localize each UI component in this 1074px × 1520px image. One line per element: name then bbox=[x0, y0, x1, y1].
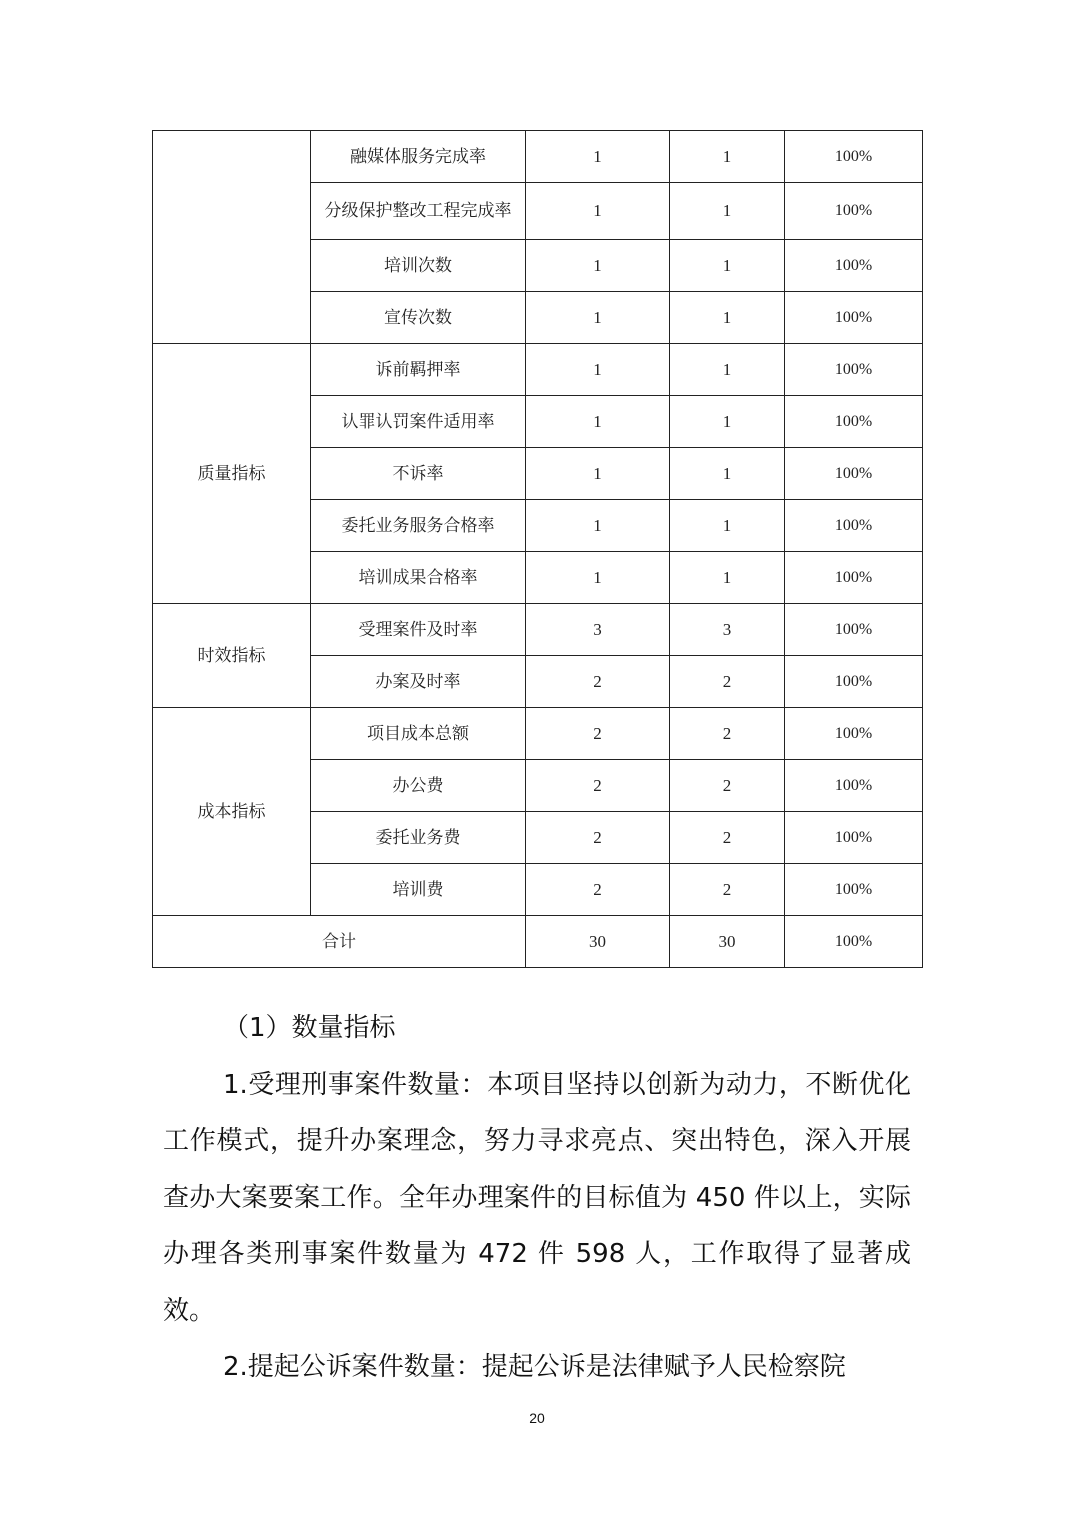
paragraph: 1.受理刑事案件数量：本项目坚持以创新为动力，不断优化工作模式，提升办案理念，努力寻求亮点、突出特色，深入开展查办大案要案工作。全年办理案件的目标值为 450 件以上，实际办理各类刑事案件数量为 472 件 598 人，工作取得了显著成效。 bbox=[163, 1069, 911, 1326]
indicator-cell: 培训费 bbox=[311, 864, 526, 916]
rate-cell: 100% bbox=[785, 708, 923, 760]
weight-cell: 1 bbox=[526, 131, 670, 183]
indicator-cell: 不诉率 bbox=[311, 448, 526, 500]
rate-cell: 100% bbox=[785, 240, 923, 292]
rate-cell: 100% bbox=[785, 812, 923, 864]
indicator-cell: 培训次数 bbox=[311, 240, 526, 292]
rate-cell: 100% bbox=[785, 604, 923, 656]
indicator-cell: 分级保护整改工程完成率 bbox=[311, 183, 526, 240]
table-row bbox=[153, 604, 923, 656]
rate-cell: 100% bbox=[785, 760, 923, 812]
total-weight-cell: 30 bbox=[526, 916, 670, 968]
category-cell-cost: 成本指标 bbox=[153, 708, 311, 916]
total-score-cell: 30 bbox=[670, 916, 785, 968]
rate-cell: 100% bbox=[785, 183, 923, 240]
score-cell: 2 bbox=[670, 708, 785, 760]
total-label-cell: 合计 bbox=[153, 916, 526, 968]
score-cell: 1 bbox=[670, 292, 785, 344]
rate-cell: 100% bbox=[785, 552, 923, 604]
weight-cell: 3 bbox=[526, 604, 670, 656]
score-cell: 1 bbox=[670, 448, 785, 500]
body-text bbox=[163, 1000, 911, 1396]
rate-cell: 100% bbox=[785, 344, 923, 396]
score-cell: 1 bbox=[670, 183, 785, 240]
weight-cell: 1 bbox=[526, 448, 670, 500]
indicator-cell: 宣传次数 bbox=[311, 292, 526, 344]
indicator-cell: 项目成本总额 bbox=[311, 708, 526, 760]
rate-cell: 100% bbox=[785, 864, 923, 916]
indicator-cell: 受理案件及时率 bbox=[311, 604, 526, 656]
indicator-cell: 办案及时率 bbox=[311, 656, 526, 708]
weight-cell: 2 bbox=[526, 656, 670, 708]
weight-cell: 1 bbox=[526, 292, 670, 344]
table-row bbox=[153, 708, 923, 760]
rate-cell: 100% bbox=[785, 656, 923, 708]
score-cell: 2 bbox=[670, 812, 785, 864]
weight-cell: 2 bbox=[526, 760, 670, 812]
score-cell: 1 bbox=[670, 240, 785, 292]
page-number: 20 bbox=[529, 1410, 545, 1426]
paragraph: 2.提起公诉案件数量：提起公诉是法律赋予人民检察院 bbox=[223, 1352, 846, 1382]
score-cell: 1 bbox=[670, 396, 785, 448]
indicator-cell: 诉前羁押率 bbox=[311, 344, 526, 396]
weight-cell: 1 bbox=[526, 183, 670, 240]
score-cell: 2 bbox=[670, 760, 785, 812]
weight-cell: 1 bbox=[526, 500, 670, 552]
score-cell: 1 bbox=[670, 500, 785, 552]
total-rate-cell: 100% bbox=[785, 916, 923, 968]
indicator-cell: 办公费 bbox=[311, 760, 526, 812]
rate-cell: 100% bbox=[785, 396, 923, 448]
rate-cell: 100% bbox=[785, 500, 923, 552]
weight-cell: 1 bbox=[526, 240, 670, 292]
score-cell: 1 bbox=[670, 344, 785, 396]
rate-cell: 100% bbox=[785, 131, 923, 183]
rate-cell: 100% bbox=[785, 292, 923, 344]
category-cell-timeliness: 时效指标 bbox=[153, 604, 311, 708]
score-cell: 3 bbox=[670, 604, 785, 656]
category-cell bbox=[153, 131, 311, 344]
indicator-cell: 认罪认罚案件适用率 bbox=[311, 396, 526, 448]
table-row bbox=[153, 344, 923, 396]
rate-cell: 100% bbox=[785, 448, 923, 500]
indicator-cell: 委托业务服务合格率 bbox=[311, 500, 526, 552]
score-cell: 2 bbox=[670, 864, 785, 916]
section-heading: （1）数量指标 bbox=[223, 1013, 396, 1043]
weight-cell: 2 bbox=[526, 708, 670, 760]
score-cell: 1 bbox=[670, 131, 785, 183]
total-row bbox=[153, 916, 923, 968]
weight-cell: 2 bbox=[526, 812, 670, 864]
score-cell: 1 bbox=[670, 552, 785, 604]
category-cell-quality: 质量指标 bbox=[153, 344, 311, 604]
table-row bbox=[153, 131, 923, 183]
weight-cell: 1 bbox=[526, 552, 670, 604]
weight-cell: 1 bbox=[526, 344, 670, 396]
indicator-cell: 培训成果合格率 bbox=[311, 552, 526, 604]
weight-cell: 1 bbox=[526, 396, 670, 448]
indicator-cell: 融媒体服务完成率 bbox=[311, 131, 526, 183]
indicator-cell: 委托业务费 bbox=[311, 812, 526, 864]
performance-indicator-table bbox=[152, 130, 923, 968]
score-cell: 2 bbox=[670, 656, 785, 708]
weight-cell: 2 bbox=[526, 864, 670, 916]
